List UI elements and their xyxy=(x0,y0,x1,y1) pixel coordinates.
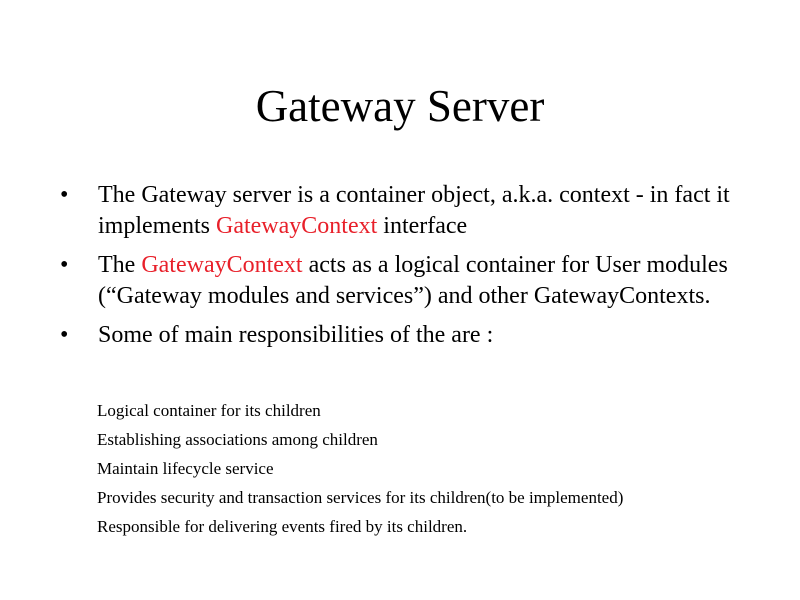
bullet-text: acts as a logical container for User modules (“Gateway modules and services”) and other GatewayContexts. xyxy=(98,252,728,309)
list-item: Provides security and transaction services for its children(to be implemented) xyxy=(97,488,624,507)
bullet-item xyxy=(60,180,760,242)
list-item: Maintain lifecycle service xyxy=(97,459,274,478)
list-item: Establishing associations among children xyxy=(97,430,378,449)
bullet-item xyxy=(60,320,760,351)
bullet-text: Some of main responsibilities of the are : xyxy=(98,322,494,348)
list-item: Logical container for its children xyxy=(97,401,321,420)
list-item: Responsible for delivering events fired by its children. xyxy=(97,517,468,536)
bullet-dot: • xyxy=(60,322,69,348)
bullet-dot: • xyxy=(60,182,69,208)
highlight-term: GatewayContext xyxy=(141,252,303,278)
bullet-dot: • xyxy=(60,252,69,278)
bullet-item xyxy=(60,250,760,312)
bullet-text: The xyxy=(98,252,142,278)
bullet-text: The Gateway server is a container object, a.k.a. context - in fact it implements xyxy=(98,182,730,239)
slide-title: Gateway Server xyxy=(255,81,545,131)
responsibility-list xyxy=(97,396,623,541)
bullet-text: interface xyxy=(377,213,468,239)
bullet-list xyxy=(60,180,760,359)
highlight-term: GatewayContext xyxy=(215,213,378,239)
